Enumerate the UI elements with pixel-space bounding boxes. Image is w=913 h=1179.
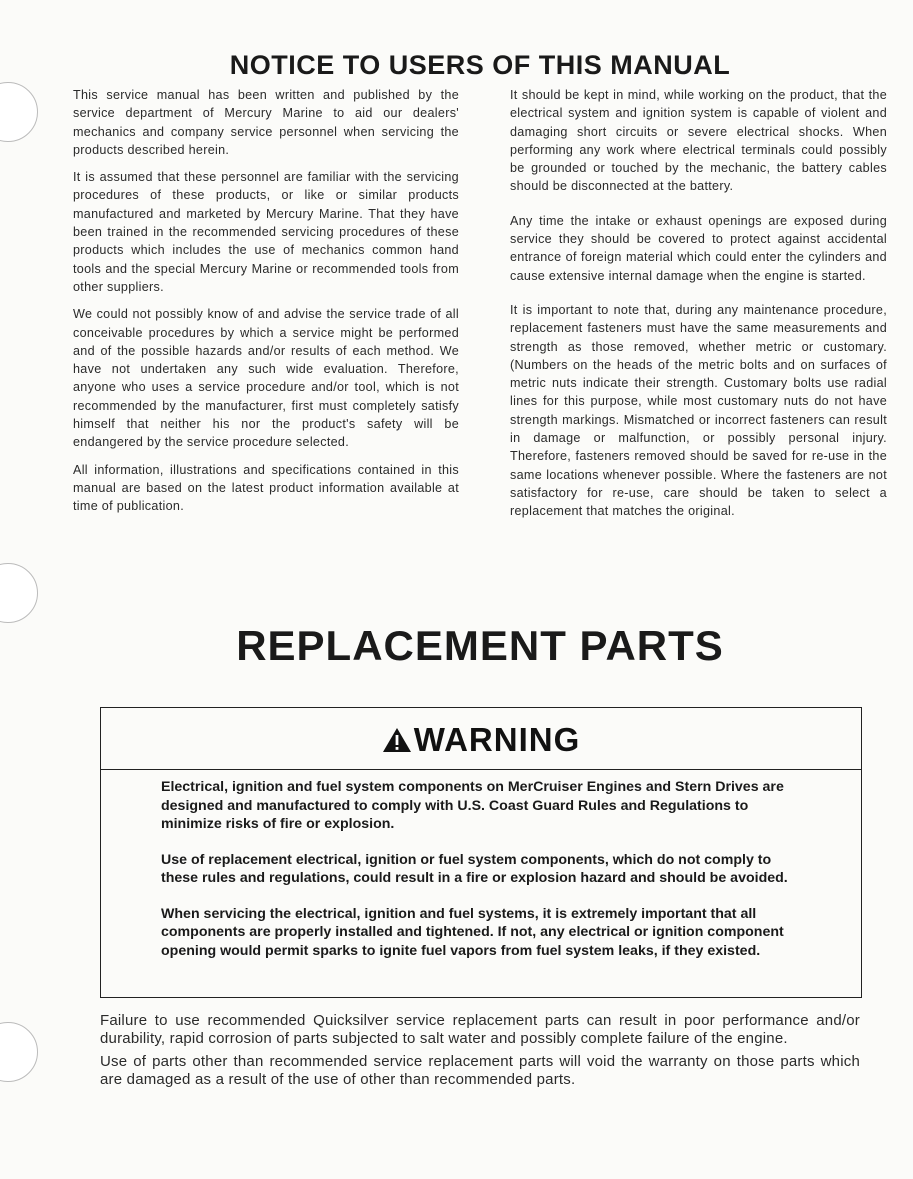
warning-label: WARNING [413, 721, 581, 758]
warning-triangle-icon [382, 727, 412, 753]
notice-left-column [73, 86, 459, 525]
warning-paragraph: Electrical, ignition and fuel system components on MerCruiser Engines and Stern Drives are designed and manufactured to comply with U.S. Coast Guard Rules and Regulations to minimize risks of fire or explosion. [161, 779, 784, 832]
punch-hole [0, 1022, 38, 1082]
paragraph: It should be kept in mind, while working on the product, that the electrical system and ignition system is capable of violent and damaging short circuits or severe electrical shocks. When performing any work where electrical terminals could possibly be grounded or touched by the mechanic, the battery cables should be disconnected at the battery. [510, 88, 887, 194]
paragraph: It is important to note that, during any maintenance procedure, replacement fasteners must have the same measurements and strength as those removed, whether metric or customary. (Numbers on the heads of the metric bolts and on surfaces of metric nuts indicate their strength. Customary bolts use radial lines for this purpose, while most customary nuts do not have strength markings. Mismatched or incorrect fasteners can result in damage or malfunction, or possibly personal injury. Therefore, fasteners removed should be saved for re-use in the same locations whenever possible. Where the fasteners are not satisfactory for re-use, care should be taken to select a replacement that matches the original. [510, 302, 887, 519]
paragraph: Any time the intake or exhaust openings are exposed during service they should be covered to protect against accidental entrance of foreign material which could enter the cylinders and cause extensive internal damage when the engine is started. [510, 213, 887, 283]
warning-paragraph: When servicing the electrical, ignition and fuel systems, it is extremely important that all components are properly installed and tightened. If not, any electrical or ignition component opening would permit sparks to ignite fuel vapors from fuel system leaks, if they existed. [161, 905, 784, 959]
notice-title: NOTICE TO USERS OF THIS MANUAL [229, 50, 731, 80]
replacement-text [100, 1012, 860, 1093]
replacement-parts-title: REPLACEMENT PARTS [236, 622, 724, 669]
notice-right-column [510, 86, 887, 530]
paragraph: Use of parts other than recommended service replacement parts will void the warranty on those parts which are damaged as a result of the use of other than recommended parts. [100, 1052, 860, 1088]
warning-paragraph: Use of replacement electrical, ignition or fuel system components, which do not comply to these rules and regulations, could result in a fire or explosion hazard and should be avoided. [161, 851, 788, 886]
warning-box [100, 707, 862, 998]
paragraph: It is assumed that these personnel are familiar with the servicing procedures of these products, or like or similar products manufactured and marketed by Mercury Marine. That they have been trained in the recommended servicing procedures of these products which includes the use of mechanics common hand tools and the special Mercury Marine or recommended tools from other suppliers. [73, 170, 459, 294]
punch-hole [0, 563, 38, 623]
paragraph: We could not possibly know of and advise the service trade of all conceivable procedures by which a service might be performed and of the possible hazards and/or results of each method. We have not undertaken any such wide evaluation. Therefore, anyone who uses a service procedure and/or tool, which is not recommended by the manufacturer, first must completely satisfy himself that neither his nor the product's safety will be endangered by the service procedure selected. [73, 307, 459, 450]
paragraph: All information, illustrations and specifications contained in this manual are based on the latest product information available at time of publication. [73, 462, 459, 514]
paragraph: Failure to use recommended Quicksilver service replacement parts can result in poor performance and/or durability, rapid corrosion of parts subjected to salt water and possibly complete failure of the engine. [100, 1012, 860, 1048]
warning-body [101, 770, 861, 960]
warning-header [101, 708, 861, 770]
paragraph: This service manual has been written and published by the service department of Mercury Marine to aid our dealers' mechanics and company service personnel when servicing the products described herein. [73, 88, 459, 157]
punch-hole [0, 82, 38, 142]
